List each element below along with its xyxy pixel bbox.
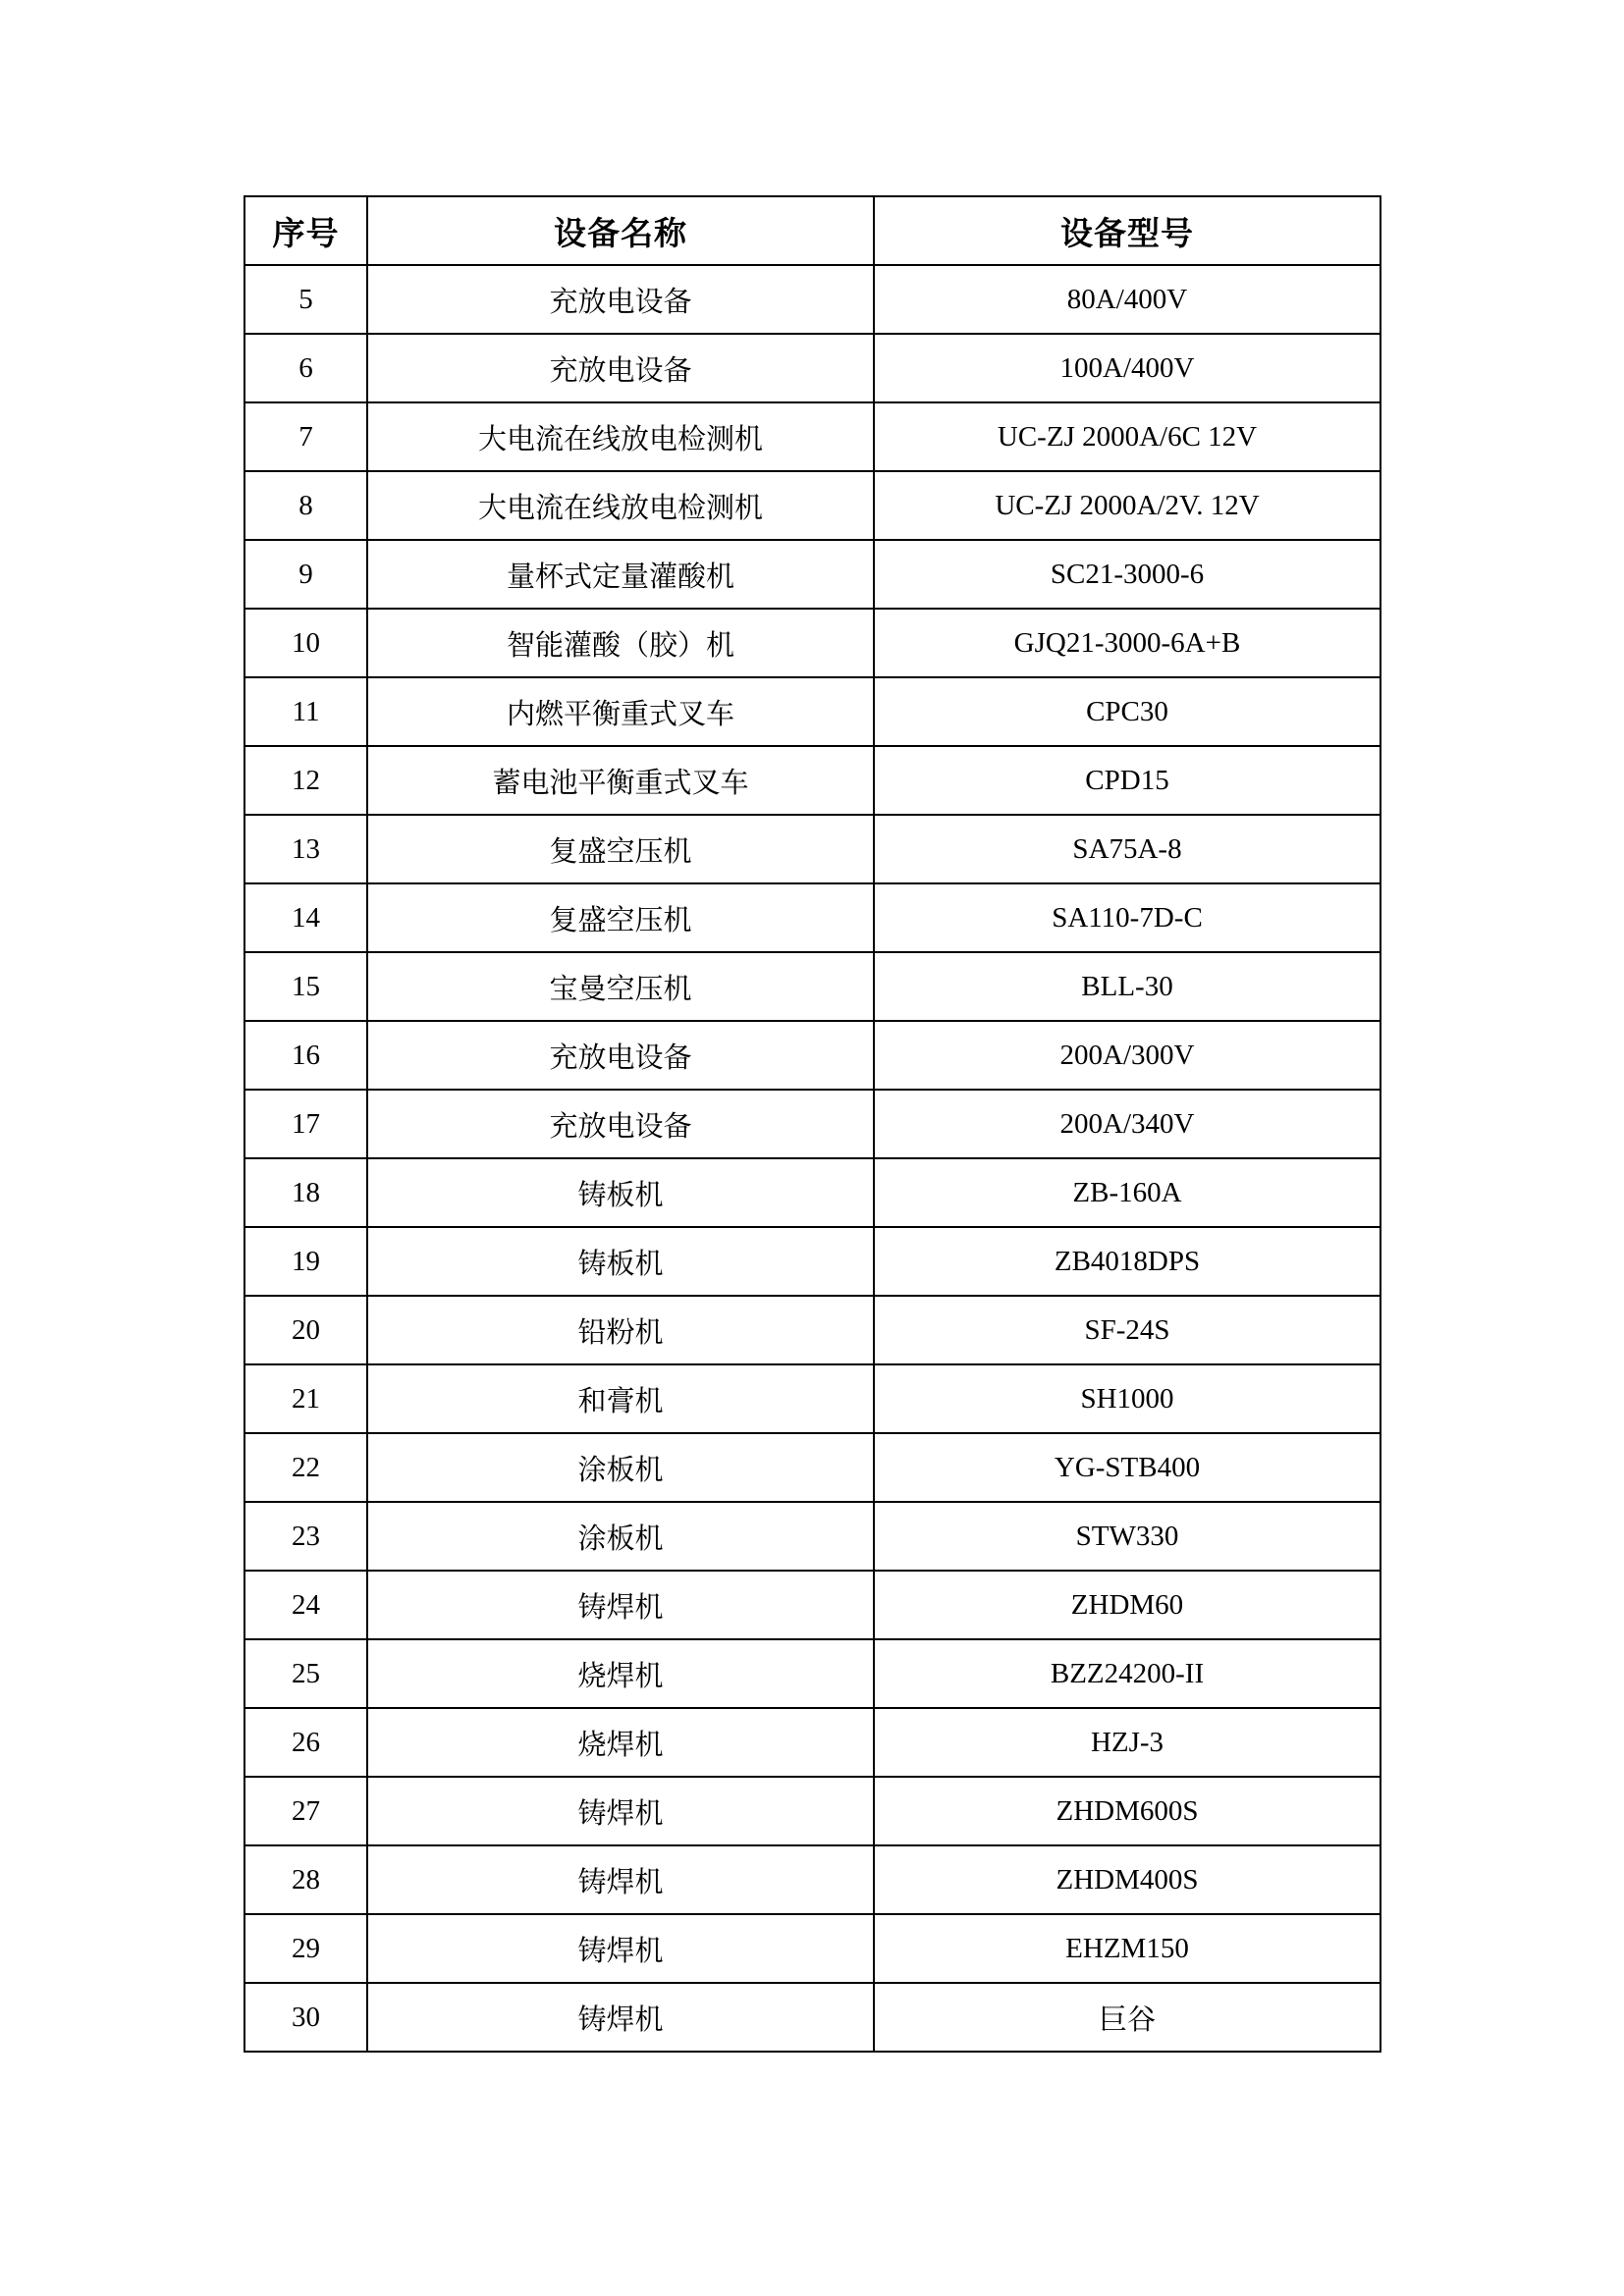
cell-model: 200A/340V xyxy=(874,1090,1380,1158)
cell-serial: 13 xyxy=(244,815,367,883)
header-row xyxy=(244,196,1380,265)
cell-name: 烧焊机 xyxy=(367,1639,874,1708)
cell-serial: 6 xyxy=(244,334,367,402)
cell-name: 和膏机 xyxy=(367,1364,874,1433)
cell-name: 涂板机 xyxy=(367,1433,874,1502)
equipment-table xyxy=(244,195,1381,2053)
cell-name: 宝曼空压机 xyxy=(367,952,874,1021)
cell-serial: 29 xyxy=(244,1914,367,1983)
col-header-name: 设备名称 xyxy=(367,196,874,265)
cell-serial: 7 xyxy=(244,402,367,471)
table-row xyxy=(244,677,1380,746)
table-row xyxy=(244,1227,1380,1296)
cell-model: BLL-30 xyxy=(874,952,1380,1021)
cell-serial: 8 xyxy=(244,471,367,540)
cell-serial: 12 xyxy=(244,746,367,815)
table-row xyxy=(244,609,1380,677)
table-row xyxy=(244,1914,1380,1983)
table-row xyxy=(244,471,1380,540)
table-row xyxy=(244,1158,1380,1227)
cell-model: ZHDM600S xyxy=(874,1777,1380,1845)
cell-name: 涂板机 xyxy=(367,1502,874,1571)
cell-name: 复盛空压机 xyxy=(367,815,874,883)
cell-model: STW330 xyxy=(874,1502,1380,1571)
table-row xyxy=(244,746,1380,815)
table-row xyxy=(244,540,1380,609)
cell-serial: 10 xyxy=(244,609,367,677)
table-row xyxy=(244,1296,1380,1364)
cell-serial: 19 xyxy=(244,1227,367,1296)
table-row xyxy=(244,1708,1380,1777)
table-row xyxy=(244,1502,1380,1571)
cell-name: 大电流在线放电检测机 xyxy=(367,402,874,471)
table-row xyxy=(244,1983,1380,2052)
cell-model: 100A/400V xyxy=(874,334,1380,402)
cell-model: CPD15 xyxy=(874,746,1380,815)
cell-serial: 14 xyxy=(244,883,367,952)
cell-name: 铸板机 xyxy=(367,1158,874,1227)
col-header-serial: 序号 xyxy=(244,196,367,265)
cell-model: ZB4018DPS xyxy=(874,1227,1380,1296)
cell-name: 大电流在线放电检测机 xyxy=(367,471,874,540)
col-header-model: 设备型号 xyxy=(874,196,1380,265)
cell-serial: 15 xyxy=(244,952,367,1021)
table-body xyxy=(244,265,1380,2052)
table-row xyxy=(244,883,1380,952)
cell-model: SH1000 xyxy=(874,1364,1380,1433)
cell-model: ZHDM60 xyxy=(874,1571,1380,1639)
cell-serial: 9 xyxy=(244,540,367,609)
cell-serial: 18 xyxy=(244,1158,367,1227)
cell-model: 200A/300V xyxy=(874,1021,1380,1090)
cell-model: GJQ21-3000-6A+B xyxy=(874,609,1380,677)
table-row xyxy=(244,1364,1380,1433)
cell-model: HZJ-3 xyxy=(874,1708,1380,1777)
table-row xyxy=(244,952,1380,1021)
cell-serial: 21 xyxy=(244,1364,367,1433)
cell-model: 巨谷 xyxy=(874,1983,1380,2052)
cell-serial: 17 xyxy=(244,1090,367,1158)
table-row xyxy=(244,334,1380,402)
cell-model: BZZ24200-II xyxy=(874,1639,1380,1708)
cell-name: 量杯式定量灌酸机 xyxy=(367,540,874,609)
cell-model: SA75A-8 xyxy=(874,815,1380,883)
cell-name: 铅粉机 xyxy=(367,1296,874,1364)
cell-name: 蓄电池平衡重式叉车 xyxy=(367,746,874,815)
cell-name: 充放电设备 xyxy=(367,265,874,334)
cell-serial: 16 xyxy=(244,1021,367,1090)
cell-name: 充放电设备 xyxy=(367,1021,874,1090)
cell-serial: 24 xyxy=(244,1571,367,1639)
cell-serial: 23 xyxy=(244,1502,367,1571)
cell-name: 充放电设备 xyxy=(367,1090,874,1158)
cell-serial: 5 xyxy=(244,265,367,334)
cell-name: 铸焊机 xyxy=(367,1571,874,1639)
table-row xyxy=(244,1571,1380,1639)
cell-name: 充放电设备 xyxy=(367,334,874,402)
cell-model: SA110-7D-C xyxy=(874,883,1380,952)
table-row xyxy=(244,402,1380,471)
table-row xyxy=(244,815,1380,883)
cell-name: 内燃平衡重式叉车 xyxy=(367,677,874,746)
cell-name: 铸板机 xyxy=(367,1227,874,1296)
cell-model: 80A/400V xyxy=(874,265,1380,334)
table-row xyxy=(244,265,1380,334)
cell-model: SC21-3000-6 xyxy=(874,540,1380,609)
table-row xyxy=(244,1433,1380,1502)
cell-model: EHZM150 xyxy=(874,1914,1380,1983)
cell-serial: 27 xyxy=(244,1777,367,1845)
cell-name: 烧焊机 xyxy=(367,1708,874,1777)
cell-serial: 11 xyxy=(244,677,367,746)
cell-name: 智能灌酸（胶）机 xyxy=(367,609,874,677)
cell-model: YG-STB400 xyxy=(874,1433,1380,1502)
cell-name: 铸焊机 xyxy=(367,1845,874,1914)
cell-serial: 22 xyxy=(244,1433,367,1502)
cell-serial: 28 xyxy=(244,1845,367,1914)
cell-model: UC-ZJ 2000A/2V. 12V xyxy=(874,471,1380,540)
cell-name: 铸焊机 xyxy=(367,1914,874,1983)
cell-serial: 30 xyxy=(244,1983,367,2052)
cell-model: CPC30 xyxy=(874,677,1380,746)
cell-model: ZB-160A xyxy=(874,1158,1380,1227)
table-row xyxy=(244,1090,1380,1158)
cell-name: 铸焊机 xyxy=(367,1983,874,2052)
cell-serial: 26 xyxy=(244,1708,367,1777)
cell-model: SF-24S xyxy=(874,1296,1380,1364)
cell-serial: 20 xyxy=(244,1296,367,1364)
cell-name: 铸焊机 xyxy=(367,1777,874,1845)
cell-serial: 25 xyxy=(244,1639,367,1708)
table-row xyxy=(244,1777,1380,1845)
cell-model: ZHDM400S xyxy=(874,1845,1380,1914)
cell-name: 复盛空压机 xyxy=(367,883,874,952)
table-row xyxy=(244,1639,1380,1708)
table-row xyxy=(244,1021,1380,1090)
table-row xyxy=(244,1845,1380,1914)
cell-model: UC-ZJ 2000A/6C 12V xyxy=(874,402,1380,471)
table-header xyxy=(244,196,1380,265)
